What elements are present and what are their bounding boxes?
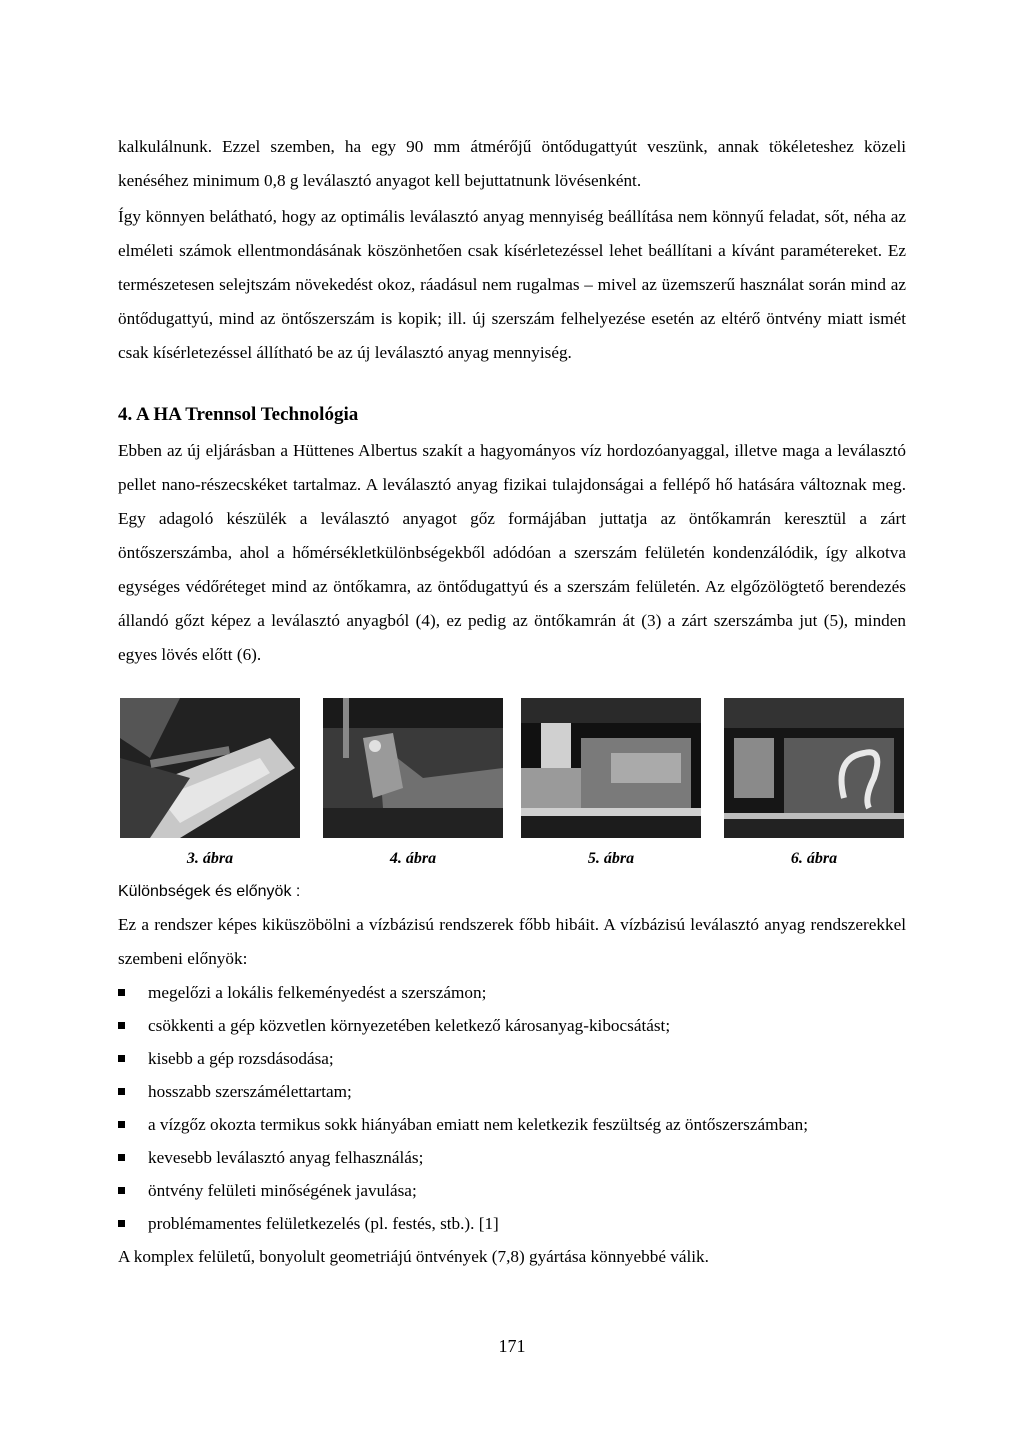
section-heading: 4. A HA Trennsol Technológia — [118, 404, 359, 425]
advantages-intro: Ez a rendszer képes kiküszöbölni a vízbázisú rendszerek főbb hibáit. A vízbázisú leválasztó anyag rendszerekkel szembeni előnyök: — [118, 915, 906, 968]
bullet-icon — [118, 989, 125, 996]
bullet-icon — [118, 1088, 125, 1095]
advantages-list — [118, 976, 906, 1240]
section-body: Ebben az új eljárásban a Hüttenes Albertus szakít a hagyományos víz hordozóanyaggal, illetve maga a leválasztó pellet nano-részecskéket tartalmaz. A leválasztó anyag fizikai tulajdonságai a fellépő hő hatására változnak meg. Egy adagoló készülék a leválasztó anyagot gőz formájában juttatja az öntőkamrán keresztül a zárt öntőszerszámba, ahol a hőmérsékletkülönbségekből adódóan a szerszám felületén kondenzálódik, így alkotva egységes védőréteget mind az öntőkamra, az öntődugattyú és a szerszám felületén. Az elgőzölögtető berendezés állandó gőzt képez a leválasztó anyagból (4), ez pedig az öntőkamrán át (3) a zárt szerszámba jut (5), minden egyes lövés előtt (6). — [118, 441, 906, 664]
conclusion: A komplex felületű, bonyolult geometriájú öntvények (7,8) gyártása könnyebbé válik. — [118, 1247, 709, 1266]
figure-4-caption: 4. ábra — [389, 850, 437, 867]
figure-6-photo — [724, 698, 904, 838]
list-item: kevesebb leválasztó anyag felhasználás; — [118, 1141, 906, 1174]
list-item: megelőzi a lokális felkeményedést a szerszámon; — [118, 976, 906, 1009]
figure-5-caption: 5. ábra — [587, 850, 635, 867]
bullet-icon — [118, 1022, 125, 1029]
list-item: problémamentes felületkezelés (pl. festés, stb.). [1] — [118, 1207, 906, 1240]
list-item: a vízgőz okozta termikus sokk hiányában emiatt nem keletkezik feszültség az öntőszerszámban; — [118, 1108, 906, 1141]
figure-6-caption: 6. ábra — [790, 850, 838, 867]
figure-4-photo — [323, 698, 503, 838]
list-item: öntvény felületi minőségének javulása; — [118, 1174, 906, 1207]
list-item: kisebb a gép rozsdásodása; — [118, 1042, 906, 1075]
bullet-icon — [118, 1121, 125, 1128]
bullet-icon — [118, 1154, 125, 1161]
figure-3-photo — [120, 698, 300, 838]
paragraph-1: kalkulálnunk. Ezzel szemben, ha egy 90 mm átmérőjű öntődugattyút veszünk, annak tökéleteshez közeli kenéséhez minimum 0,8 g leválasztó anyagot kell bejuttatnunk lövésenként. — [118, 137, 906, 190]
figure-3-caption: 3. ábra — [186, 850, 234, 867]
bullet-icon — [118, 1187, 125, 1194]
bullet-icon — [118, 1220, 125, 1227]
advantages-title: Különbségek és előnyök : — [118, 883, 301, 900]
paragraph-2: Így könnyen belátható, hogy az optimális leválasztó anyag mennyiség beállítása nem könnyű feladat, sőt, néha az elméleti számok ellentmondásának köszönhetően csak kísérletezéssel lehet beállítani a kívánt paramétereket. Ez természetesen selejtszám növekedést okoz, ráadásul nem rugalmas – mivel az üzemszerű használat során mind az öntődugattyú, mind az öntőszerszám is kopik; ill. új szerszám felhelyezése esetén az eltérő öntvény miatt ismét csak kísérletezéssel állítható be az új leválasztó anyag mennyiség. — [118, 207, 906, 362]
bullet-icon — [118, 1055, 125, 1062]
page-number: 171 — [498, 1336, 526, 1356]
page-content — [118, 130, 906, 1274]
figure-row — [118, 698, 906, 876]
list-item: csökkenti a gép közvetlen környezetében keletkező károsanyag-kibocsátást; — [118, 1009, 906, 1042]
list-item: hosszabb szerszámélettartam; — [118, 1075, 906, 1108]
figure-5-photo — [521, 698, 701, 838]
